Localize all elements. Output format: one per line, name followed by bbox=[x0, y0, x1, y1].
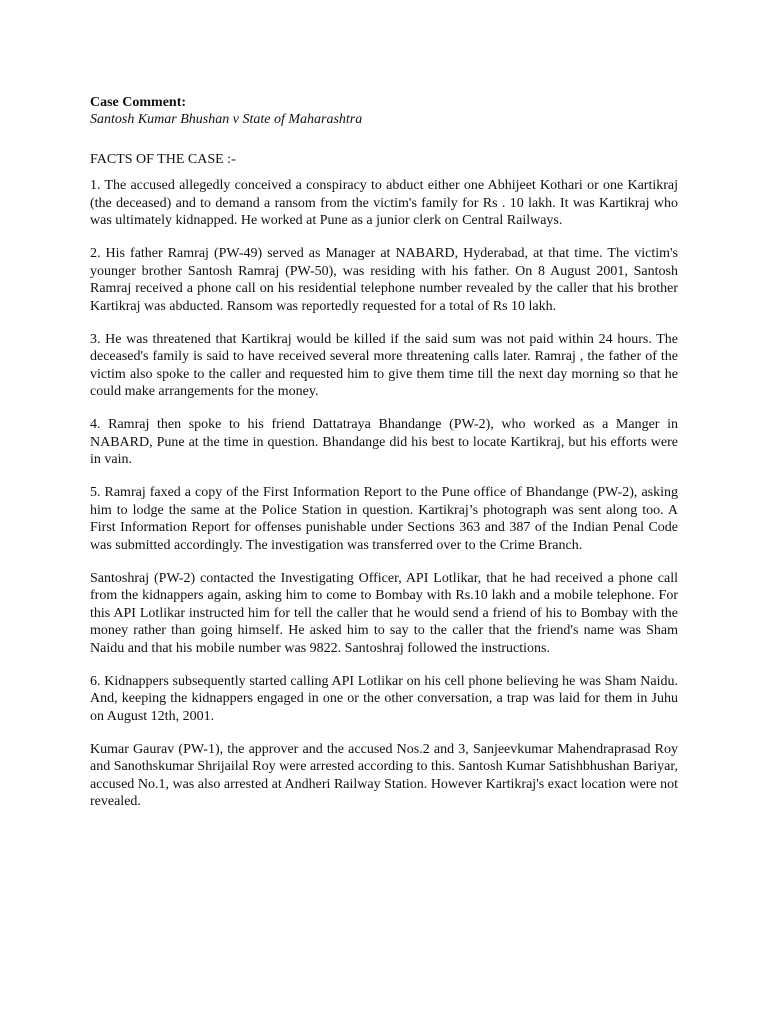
paragraph-2: 2. His father Ramraj (PW-49) served as Manager at NABARD, Hyderabad, at that time. The victim's younger brother Santosh Ramraj (PW-50), was residing with his father. On 8 August 2001, Santosh Ramraj received a phone call on his residential telephone number revealed by the caller that his brother Kartikraj was abducted. Ransom was reportedly requested for a total of Rs 10 lakh. bbox=[90, 246, 678, 314]
paragraph-6: 6. Kidnappers subsequently started calling API Lotlikar on his cell phone believing he was Sham Naidu. And, keeping the kidnappers engaged in one or the other conversation, a trap was laid for them in Juhu on August 12th, 2001. bbox=[90, 673, 678, 724]
paragraph-5: 5. Ramraj faxed a copy of the First Information Report to the Pune office of Bhandange (PW-2), asking him to lodge the same at the Police Station in question. Kartikraj’s photograph was sent along too. A First Information Report for offenses punishable under Sections 363 and 387 of the Indian Penal Code was submitted accordingly. The investigation was transferred over to the Crime Branch. bbox=[90, 485, 678, 553]
paragraph-3: 3. He was threatened that Kartikraj would be killed if the said sum was not paid within 24 hours. The deceased's family is said to have received several more threatening calls later. Ramraj , the father of the victim also spoke to the caller and requested him to give them time till the next day morning so that he could make arrangements for the money. bbox=[90, 331, 678, 399]
section-title: FACTS OF THE CASE :- bbox=[90, 152, 236, 167]
paragraph-arrests: Kumar Gaurav (PW-1), the approver and the accused Nos.2 and 3, Sanjeevkumar Mahendraprasad Roy and Sanothskumar Shrijailal Roy were arrested according to this. Santosh Kumar Satishbhushan Bariyar, accused No.1, was also arrested at Andheri Railway Station. However Kartikraj's exact location were not revealed. bbox=[90, 741, 678, 809]
paragraph-4: 4. Ramraj then spoke to his friend Dattatraya Bhandange (PW-2), who worked as a Manger in NABARD, Pune at the time in question. Bhandange did his best to locate Kartikraj, but his efforts were in vain. bbox=[90, 417, 678, 467]
case-comment-heading: Case Comment: bbox=[90, 95, 187, 110]
case-name: Santosh Kumar Bhushan v State of Maharashtra bbox=[90, 112, 363, 127]
paragraph-santoshraj: Santoshraj (PW-2) contacted the Investigating Officer, API Lotlikar, that he had received a phone call from the kidnappers again, asking him to come to Bombay with Rs.10 lakh and a mobile telephone. For this API Lotlikar instructed him for tell the caller that he would send a friend of his to Bombay with the money rather than going himself. He asked him to say to the caller that the friend's name was Sham Naidu and that his mobile number was 9822. Santoshraj followed the instructions. bbox=[90, 570, 678, 656]
paragraph-1: 1. The accused allegedly conceived a conspiracy to abduct either one Abhijeet Kothari or one Kartikraj (the deceased) and to demand a ransom from the victim's family for Rs . 10 lakh. It was Kartikraj who was ultimately kidnapped. He worked at Pune as a junior clerk on Central Railways. bbox=[90, 178, 678, 228]
document-page bbox=[90, 94, 678, 826]
